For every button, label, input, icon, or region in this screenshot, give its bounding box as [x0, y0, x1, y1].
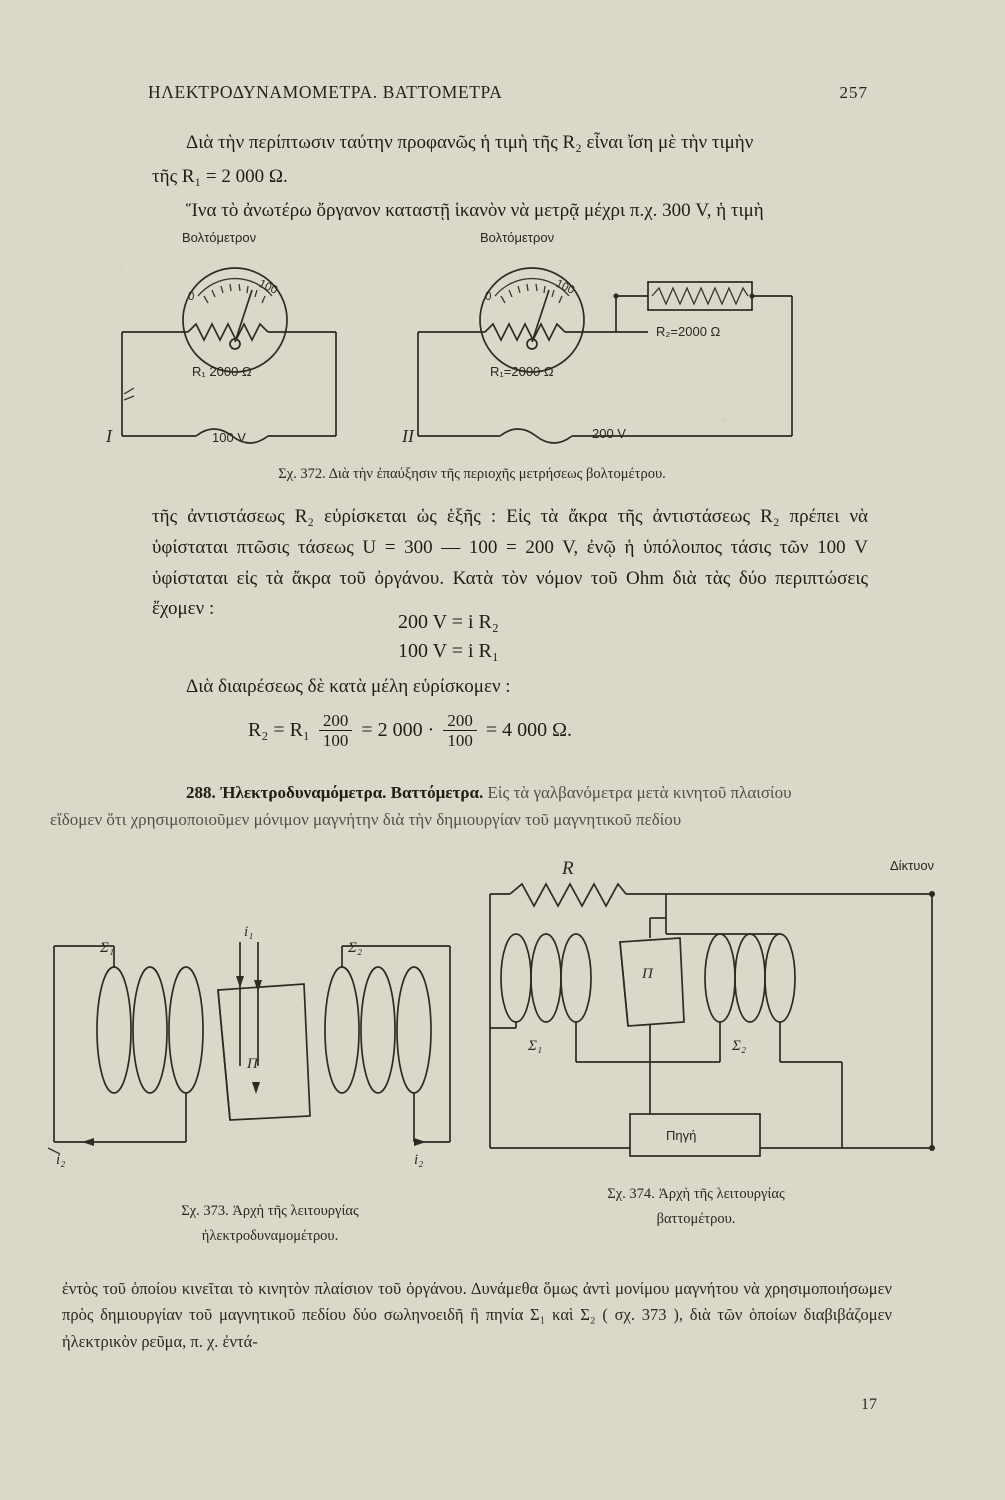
fig373-current-top: i₁: [244, 924, 254, 940]
figure-374-caption-line-2: βαττομέτρου.: [656, 1211, 736, 1227]
fig372-left-index: Ι: [106, 426, 112, 446]
paragraph-bottom: ἐντὸς τοῦ ὁποίου κινεῖται τὸ κινητὸν πλαίσιον τοῦ ὀργάνου. Δυνάμεθα ὅμως ἀντὶ μονίμου μαγνήτου νὰ χρησιμοποιήσωμεν πρὸς δημιουργίαν τοῦ μαγνητικοῦ πεδίου δύο σωληνοειδῆ ἢ πηνία Σ₁ καὶ Σ₂ ( σχ. 373 ), διὰ τῶν ὁποίων διαβιβάζομεν ἠλεκτρικὸν ρεῦμα, π. χ. ἐντά-: [62, 1279, 892, 1351]
fig372-left-resistor-label: R₁ 2000 Ω: [192, 364, 252, 379]
section-288-body-line1: Εἰς τὰ γαλβανόμετρα μετὰ κινητοῦ πλαισίου: [487, 783, 792, 802]
folio-number: 17: [861, 1396, 877, 1413]
equation-1: 200 V = i R₂: [398, 611, 499, 633]
page-number: 257: [839, 83, 868, 102]
fig372-right-resistor2-label: R₂=2000 Ω: [656, 324, 721, 339]
fig373-current-right: i₂: [414, 1152, 424, 1168]
figure-373-caption-line-2: ἠλεκτροδυναμομέτρου.: [201, 1228, 339, 1244]
equation-3-fraction-2: [443, 712, 477, 750]
figure-373-caption-line-1: Σχ. 373. Ἀρχὴ τῆς λειτουργίας: [181, 1203, 359, 1219]
paragraph-1-line-3: Ἵνα τὸ ἀνωτέρω ὄργανον καταστῇ ἱκανὸν νὰ μετρᾷ μέχρι π.χ. 300 V, ἡ τιμὴ: [186, 200, 764, 221]
running-header: [148, 82, 868, 103]
fig373-current-left: i₂: [56, 1152, 66, 1168]
eq3-frac2-den: 100: [443, 730, 477, 751]
fig372-left-scale-max: 100: [256, 277, 280, 297]
equation-3-rhs: = 4 000 Ω.: [485, 718, 573, 741]
fig373-coil1-label: Σ₁: [100, 940, 115, 956]
section-288: [186, 779, 876, 807]
paragraph-1-line-2: τῆς R₁ = 2 000 Ω.: [152, 166, 288, 187]
figure-374: [470, 856, 970, 1186]
section-288-heading: Ἠλεκτροδυναμόμετρα. Βαττόμετρα.: [220, 783, 484, 802]
fig372-left-meter-label: Βολτόμετρον: [182, 230, 257, 245]
figure-374-caption-line-1: Σχ. 374. Ἀρχὴ τῆς λειτουργίας: [607, 1186, 785, 1202]
section-288-body-line2: εἴδομεν ὅτι χρησιμοποιοῦμεν μόνιμον μαγνήτην διὰ τὴν δημιουργίαν τοῦ μαγνητικοῦ πεδίου: [50, 810, 682, 829]
header-title: ΗΛΕΚΤΡΟΔΥΝΑΜΟΜΕΤΡΑ. ΒΑΤΤΟΜΕΤΡΑ: [148, 82, 503, 102]
fig372-right-resistor1-label: R₁=2000 Ω: [490, 364, 554, 379]
eq3-frac1-num: 200: [322, 711, 349, 730]
fig374-network-label: Δίκτυον: [890, 858, 935, 873]
figure-372-caption: Σχ. 372. Διὰ τὴν ἐπαύξησιν τῆς περιοχῆς μετρήσεως βολτομέτρου.: [278, 466, 666, 482]
equation-3-lhs: R₂ = R₁: [248, 718, 310, 741]
fig374-resistor-label: R: [562, 858, 574, 879]
equation-3: [248, 712, 572, 750]
fig372-right-index: ΙΙ: [402, 426, 414, 446]
fig374-coil2-label: Σ₂: [732, 1038, 747, 1054]
eq3-frac2-num: 200: [447, 711, 473, 730]
section-288-number: 288.: [186, 783, 216, 802]
paragraph-2: τῆς ἀντιστάσεως R₂ εὑρίσκεται ὡς ἑξῆς : Εἰς τὰ ἄκρα τῆς ἀντιστάσεως R₂ πρέπει νὰ ὑφίσταται πτῶσις τάσεως U = 300 — 100 = 200 V, ἐνῷ ἡ ὑπόλοιπος τάσις τῶν 100 V ὑφίσταται εἰς τὰ ἄκρα τοῦ ὀργάνου. Κατὰ τὸν νόμον τοῦ Ohm διὰ τὰς δύο περιπτώσεις ἔχομεν :: [152, 506, 868, 620]
eq3-frac1-den: 100: [319, 730, 353, 751]
fig374-frame-label: Π: [642, 966, 653, 982]
equation-3-mid: = 2 000 ·: [361, 718, 435, 741]
fig373-frame-label: Π: [247, 1056, 258, 1072]
fig372-right-meter-label: Βολτόμετρον: [480, 230, 555, 245]
fig372-left-scale-min: 0: [188, 291, 195, 303]
fig374-source-label: Πηγή: [666, 1128, 697, 1143]
paragraph-1-line-1: Διὰ τὴν περίπτωσιν ταύτην προφανῶς ἡ τιμὴ τῆς R₂ εἶναι ἴση μὲ τὴν τιμὴν: [186, 132, 754, 153]
svg-text:0: 0: [485, 291, 492, 303]
equation-2: 100 V = i R₁: [398, 640, 499, 662]
figure-372: [100, 224, 900, 464]
fig372-left-source-label: 100 V: [212, 430, 246, 445]
svg-text:100: 100: [553, 277, 577, 297]
fig372-right-source-label: 200 V: [592, 426, 626, 441]
fig373-coil2-label: Σ₂: [348, 940, 363, 956]
figure-373: [42, 880, 472, 1180]
fig374-coil1-label: Σ₁: [528, 1038, 543, 1054]
paragraph-3: Διὰ διαιρέσεως δὲ κατὰ μέλη εὑρίσκομεν :: [186, 676, 511, 697]
equation-3-fraction-1: [319, 712, 353, 750]
